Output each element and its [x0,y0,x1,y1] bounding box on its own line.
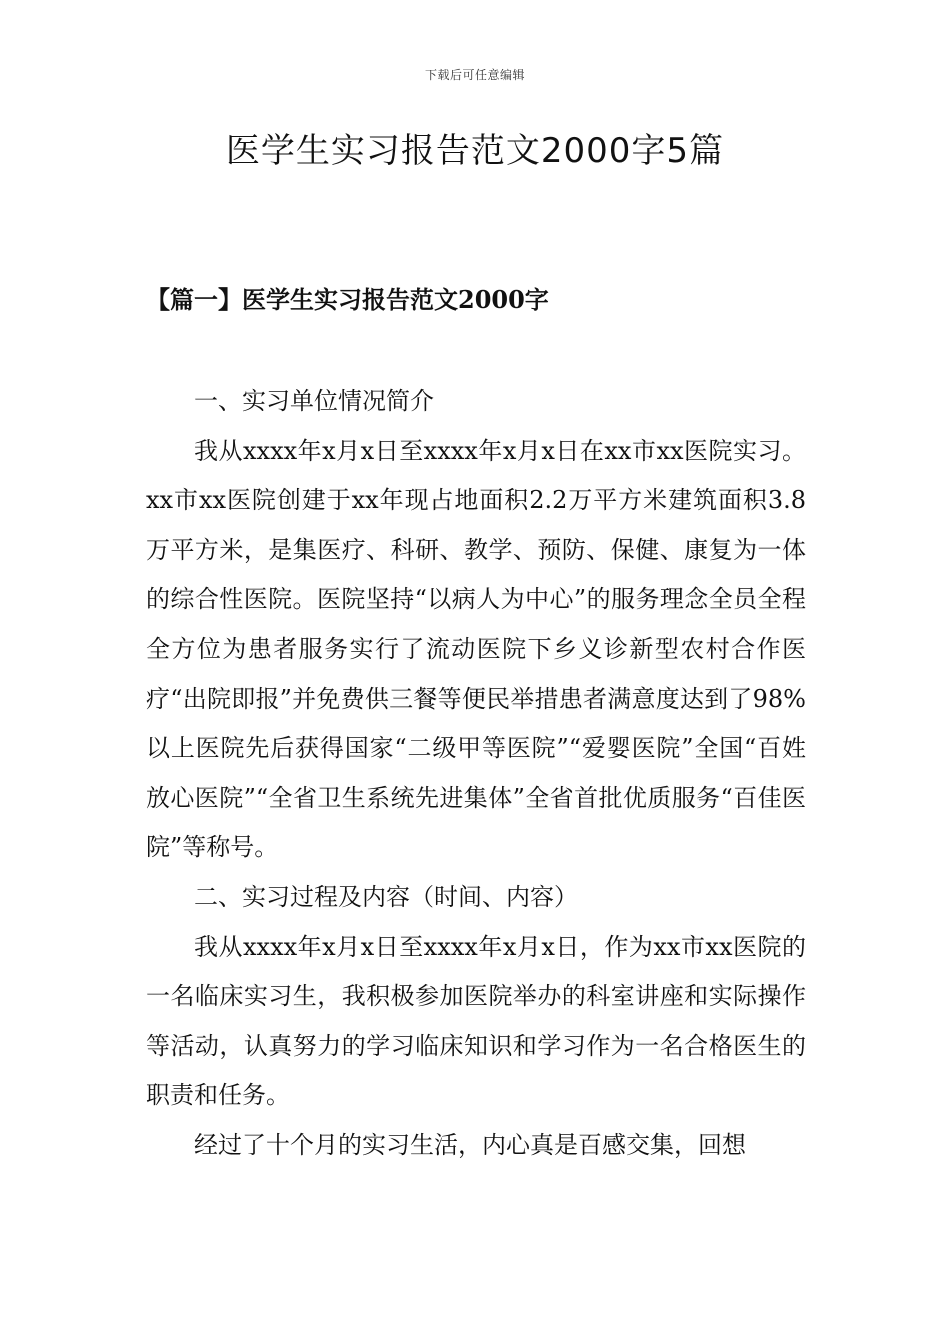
header-note: 下载后可任意编辑 [424,68,525,82]
paragraph-unit-description: 我从xxxx年x月x日至xxxx年x月x日在xx市xx医院实习。xx市xx医院创建于xx年现占地面积2.2万平方米建筑面积3.8万平方米，是集医疗、科研、教学、预防、保健、康复为一体的综合性医院。医院坚持“以病人为中心”的服务理念全员全程全方位为患者服务实行了流动医院下乡义诊新型农村合作医疗“出院即报”并免费供三餐等便民举措患者满意度达到了98%以上医院先后获得国家“二级甲等医院”“爱婴医院”全国“百姓放心医院”“全省卫生系统先进集体”全省首批优质服务“百佳医院”等称号。 [146,436,806,862]
document-body [146,377,806,1171]
paragraph-reflection: 经过了十个月的实习生活，内心真是百感交集，回想 [194,1130,746,1159]
section-heading: 【篇一】医学生实习报告范文2000字 [146,285,549,314]
subheading-unit-intro: 一、实习单位情况简介 [194,387,434,415]
subheading-process-content: 二、实习过程及内容（时间、内容） [194,882,578,911]
paragraph-process-description: 我从xxxx年x月x日至xxxx年x月x日，作为xx市xx医院的一名临床实习生，我积极参加医院举办的科室讲座和实际操作等活动，认真努力的学习临床知识和学习作为一名合格医生的职责和任务。 [146,932,806,1110]
document-title: 医学生实习报告范文2000字5篇 [225,131,725,171]
